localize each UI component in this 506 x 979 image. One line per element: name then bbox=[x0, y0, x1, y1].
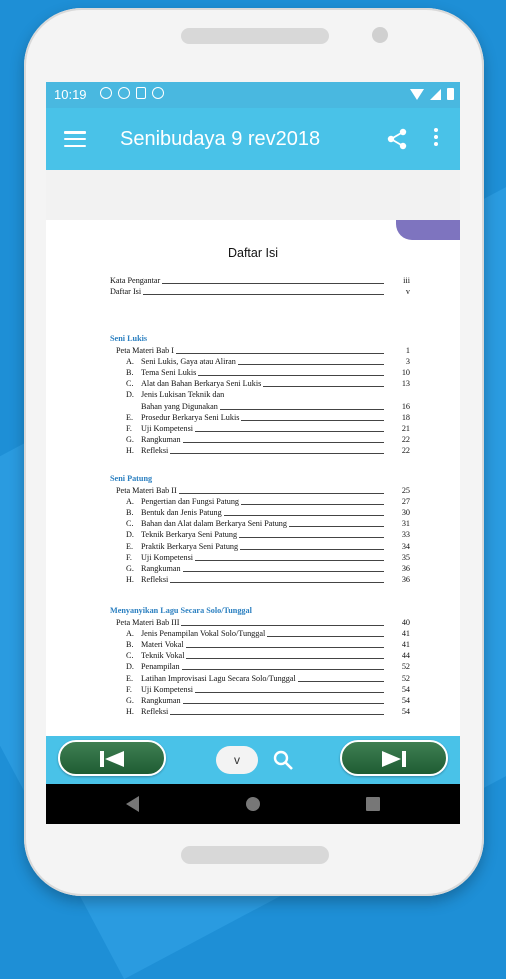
toc-entry-letter: E. bbox=[126, 412, 134, 422]
toc-entry-letter: C. bbox=[126, 519, 134, 529]
toc-section-heading[interactable]: Seni Patung bbox=[110, 474, 153, 483]
toc-leader-line bbox=[146, 669, 384, 670]
toc-entry[interactable] bbox=[110, 497, 410, 508]
toc-entry-letter: D. bbox=[126, 662, 134, 672]
toc-entry-letter: A. bbox=[126, 496, 134, 506]
toc-entry[interactable] bbox=[110, 618, 410, 629]
toc-entry[interactable] bbox=[110, 486, 410, 497]
toc-entry-page: 44 bbox=[401, 651, 410, 661]
toc-entry-page: 52 bbox=[401, 662, 410, 672]
skip-previous-icon bbox=[98, 750, 126, 768]
toc-entry-label: Alat dan Bahan Berkarya Seni Lukis bbox=[141, 379, 262, 389]
status-time: 10:19 bbox=[54, 87, 87, 102]
toc-entry[interactable] bbox=[110, 276, 410, 287]
toc-entry[interactable] bbox=[110, 346, 410, 357]
page-decoration bbox=[396, 220, 460, 240]
toc-entry-label: Uji Kompetensi bbox=[141, 423, 194, 433]
toc-entry-label: Prosedur Berkarya Seni Lukis bbox=[141, 412, 240, 422]
toc-entry-page: 31 bbox=[401, 519, 410, 529]
speaker-grille bbox=[181, 28, 329, 44]
toc-entry[interactable] bbox=[110, 564, 410, 575]
notification-icon bbox=[118, 87, 130, 99]
toc-entry[interactable] bbox=[110, 629, 410, 640]
toc-entry-letter: F. bbox=[126, 423, 132, 433]
toc-entry-label: Bahan yang Digunakan bbox=[141, 401, 218, 411]
toc-entry-page: 16 bbox=[401, 401, 410, 411]
toc-entry[interactable] bbox=[110, 662, 410, 673]
toc-leader-line bbox=[146, 453, 384, 454]
toc-entry-letter: G. bbox=[126, 435, 134, 445]
bottom-toolbar bbox=[46, 736, 460, 784]
toc-entry-letter: A. bbox=[126, 356, 134, 366]
sd-card-icon bbox=[136, 87, 146, 99]
status-notification-icons bbox=[100, 87, 164, 99]
toc-entry-letter: F. bbox=[126, 684, 132, 694]
toc-entry-page: 13 bbox=[401, 379, 410, 389]
system-navigation-bar bbox=[46, 784, 460, 824]
toc-entry[interactable] bbox=[110, 402, 410, 413]
toc-entry-page: 41 bbox=[401, 639, 410, 649]
toc-entry[interactable] bbox=[110, 651, 410, 662]
toc-entry-page: 3 bbox=[405, 356, 410, 366]
toc-entry-letter: D. bbox=[126, 390, 134, 400]
phone-frame bbox=[24, 8, 484, 896]
toc-entry-label: Kata Pengantar bbox=[110, 276, 161, 285]
home-icon[interactable] bbox=[246, 797, 260, 811]
toc-section-heading[interactable]: Menyanyikan Lagu Secara Solo/Tunggal bbox=[110, 606, 252, 615]
toc-entry-page: 21 bbox=[401, 423, 410, 433]
more-vert-icon[interactable] bbox=[433, 128, 439, 148]
toc-entry-label: Peta Materi Bab III bbox=[116, 617, 180, 627]
toc-entry-page: 36 bbox=[401, 563, 410, 573]
toc-entry-letter: H. bbox=[126, 446, 134, 456]
toc-entry-label: Bahan dan Alat dalam Berkarya Seni Patung bbox=[141, 519, 287, 529]
skip-next-icon bbox=[380, 750, 408, 768]
toc-entry-letter: C. bbox=[126, 651, 134, 661]
notification-icon bbox=[152, 87, 164, 99]
next-page-button[interactable] bbox=[340, 740, 448, 776]
toc-entry-label: Refleksi bbox=[141, 446, 169, 456]
toc-entry-page: 36 bbox=[401, 575, 410, 585]
toc-entry-label: Refleksi bbox=[141, 707, 169, 717]
status-bar bbox=[46, 82, 460, 108]
toc-entry-label: Daftar Isi bbox=[110, 287, 142, 297]
toc-entry[interactable] bbox=[110, 530, 410, 541]
toc-entry-label: Pengertian dan Fungsi Patung bbox=[141, 496, 240, 506]
pdf-viewer[interactable] bbox=[46, 170, 460, 736]
toc-entry-page: 33 bbox=[401, 530, 410, 540]
toc-entry-label: Praktik Berkarya Seni Patung bbox=[141, 541, 239, 551]
battery-icon bbox=[447, 88, 454, 100]
toc-entry[interactable] bbox=[110, 287, 410, 298]
share-icon[interactable] bbox=[386, 128, 408, 150]
notification-icon bbox=[100, 87, 112, 99]
toc-entry[interactable] bbox=[110, 508, 410, 519]
toc-entry[interactable] bbox=[110, 357, 410, 368]
toc-entry-letter: H. bbox=[126, 575, 134, 585]
view-mode-button[interactable]: v bbox=[216, 746, 258, 774]
recent-apps-icon[interactable] bbox=[366, 797, 380, 811]
toc-entry-label: Peta Materi Bab II bbox=[116, 485, 177, 495]
menu-icon[interactable] bbox=[64, 131, 86, 147]
toc-entry-label: Latihan Improvisasi Lagu Secara Solo/Tunggal bbox=[141, 673, 296, 683]
toc-entry[interactable] bbox=[110, 435, 410, 446]
toc-entry-letter: D. bbox=[126, 530, 134, 540]
toc-leader-line bbox=[130, 294, 384, 295]
toc-entry-label: Peta Materi Bab I bbox=[116, 345, 174, 355]
search-icon[interactable] bbox=[272, 749, 294, 771]
toc-entry[interactable] bbox=[110, 640, 410, 651]
toc-entry-page: v bbox=[405, 287, 410, 297]
toc-entry-letter: F. bbox=[126, 552, 132, 562]
toc-entry[interactable] bbox=[110, 413, 410, 424]
toc-entry-page: 1 bbox=[405, 345, 410, 355]
toc-entry-page: 10 bbox=[401, 367, 410, 377]
toc-entry[interactable] bbox=[110, 446, 410, 457]
toc-entry-page: 41 bbox=[401, 628, 410, 638]
toc-entry-label: Rangkuman bbox=[141, 563, 181, 573]
toc-entry-letter: G. bbox=[126, 695, 134, 705]
toc-entry-page: 35 bbox=[401, 552, 410, 562]
toc-entry[interactable] bbox=[110, 379, 410, 390]
toc-entry[interactable] bbox=[110, 424, 410, 435]
toc-entry-page: 52 bbox=[401, 673, 410, 683]
toc-entry-letter: A. bbox=[126, 628, 134, 638]
signal-icon bbox=[430, 89, 441, 100]
app-title: Senibudaya 9 rev2018 bbox=[120, 128, 321, 150]
toc-entry-page: iii bbox=[403, 276, 410, 285]
toc-entry-label: Uji Kompetensi bbox=[141, 684, 194, 694]
previous-page-button[interactable] bbox=[58, 740, 166, 776]
toc-leader-line bbox=[130, 283, 384, 284]
toc-entry[interactable] bbox=[110, 685, 410, 696]
toc-entry-page: 34 bbox=[401, 541, 410, 551]
toc-leader-line bbox=[146, 582, 384, 583]
toc-entry-page: 22 bbox=[401, 435, 410, 445]
page-gap bbox=[46, 170, 460, 220]
toc-entry-page: 54 bbox=[401, 684, 410, 694]
toc-entry-page: 54 bbox=[401, 707, 410, 717]
toc-entry[interactable] bbox=[110, 575, 410, 586]
toc-entry-page: 18 bbox=[401, 412, 410, 422]
phone-bottom-bezel bbox=[181, 846, 329, 864]
document-title: Daftar Isi bbox=[227, 246, 278, 260]
toc-entry[interactable] bbox=[110, 707, 410, 718]
screen bbox=[46, 82, 460, 824]
toc-entry[interactable] bbox=[110, 390, 410, 401]
toc-entry-page: 54 bbox=[401, 695, 410, 705]
wifi-icon bbox=[410, 89, 424, 100]
status-right-icons bbox=[410, 88, 454, 100]
toc-entry-label: Jenis Penampilan Vokal Solo/Tunggal bbox=[141, 628, 266, 638]
toc-entry-letter: E. bbox=[126, 541, 134, 551]
toc-entry[interactable] bbox=[110, 553, 410, 564]
toc-entry-label: Uji Kompetensi bbox=[141, 552, 194, 562]
toc-entry-label: Bentuk dan Jenis Patung bbox=[141, 507, 222, 517]
toc-entry-page: 27 bbox=[401, 496, 410, 506]
toc-entry-letter: G. bbox=[126, 563, 134, 573]
toc-entry[interactable] bbox=[110, 542, 410, 553]
toc-section-heading[interactable]: Seni Lukis bbox=[110, 334, 148, 343]
toc-entry-page: 22 bbox=[401, 446, 410, 456]
app-bar bbox=[46, 108, 460, 170]
toc-entry-label: Teknik Berkarya Seni Patung bbox=[141, 530, 238, 540]
toc-entry-label: Penampilan bbox=[141, 662, 180, 672]
toc-entry-page: 30 bbox=[401, 507, 410, 517]
toc-entry-letter: C. bbox=[126, 379, 134, 389]
toc-entry-letter: B. bbox=[126, 507, 134, 517]
toc-entry-label: Seni Lukis, Gaya atau Aliran bbox=[141, 356, 236, 366]
toc-entry-page: 40 bbox=[401, 617, 410, 627]
toc-entry-page: 25 bbox=[401, 485, 410, 495]
toc-entry-label: Materi Vokal bbox=[141, 639, 184, 649]
toc-entry-letter: B. bbox=[126, 639, 134, 649]
toc-entry[interactable] bbox=[110, 674, 410, 685]
toc-entry-letter: E. bbox=[126, 673, 134, 683]
toc-entry-letter: B. bbox=[126, 367, 134, 377]
toc-entry-label: Rangkuman bbox=[141, 695, 181, 705]
toc-entry[interactable] bbox=[110, 368, 410, 379]
toc-leader-line bbox=[146, 714, 384, 715]
toc-entry-label: Tema Seni Lukis bbox=[141, 367, 197, 377]
toc-entry-label: Teknik Vokal bbox=[141, 651, 185, 661]
toc-entry-label: Jenis Lukisan Teknik dan bbox=[141, 390, 225, 400]
toc-entry[interactable] bbox=[110, 696, 410, 707]
toc-entry[interactable] bbox=[110, 519, 410, 530]
toc-entry-label: Refleksi bbox=[141, 575, 169, 585]
front-camera bbox=[372, 27, 388, 43]
back-icon[interactable] bbox=[126, 796, 139, 812]
toc-entry-label: Rangkuman bbox=[141, 435, 181, 445]
toc-entry-letter: H. bbox=[126, 707, 134, 717]
